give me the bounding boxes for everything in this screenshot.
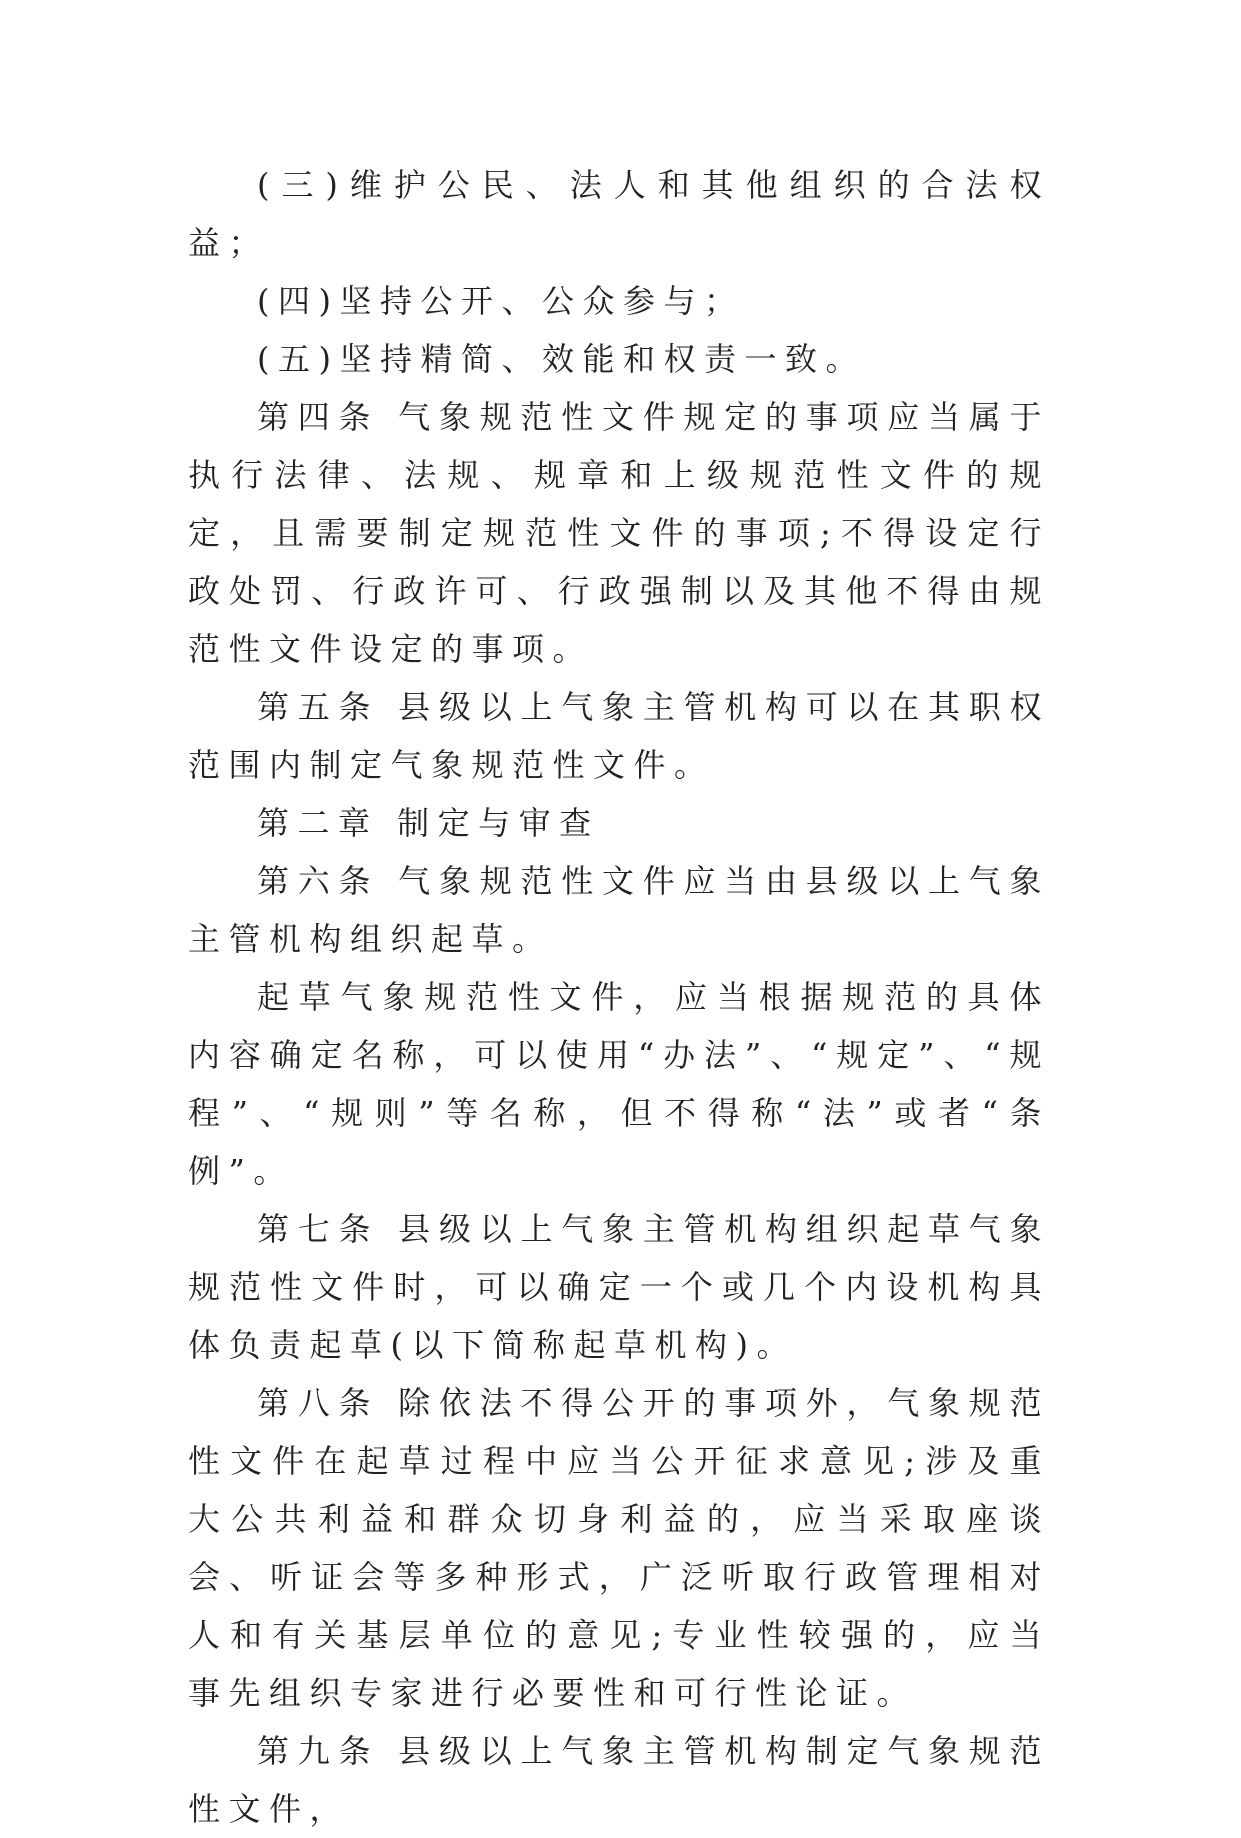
paragraph-item-4: (四)坚持公开、公众参与； <box>257 282 745 320</box>
article-6: 第六条 气象规范性文件应当由县级以上气象主管机构组织起草。 <box>188 862 1050 958</box>
article-5: 第五条 县级以上气象主管机构可以在其职权范围内制定气象规范性文件。 <box>188 688 1050 784</box>
article-6-paragraph-2: 起草气象规范性文件，应当根据规范的具体内容确定名称，可以使用“办法”、“规定”、“规程”、“规则”等名称，但不得称“法”或者“条例”。 <box>188 978 1050 1190</box>
article-9: 第九条 县级以上气象主管机构制定气象规范性文件， <box>188 1732 1050 1828</box>
article-7: 第七条 县级以上气象主管机构组织起草气象规范性文件时，可以确定一个或几个内设机构具体负责起草(以下简称起草机构)。 <box>188 1210 1050 1364</box>
paragraph-item-5: (五)坚持精简、效能和权责一致。 <box>257 340 866 378</box>
article-8: 第八条 除依法不得公开的事项外，气象规范性文件在起草过程中应当公开征求意见;涉及重大公共利益和群众切身利益的，应当采取座谈会、听证会等多种形式，广泛听取行政管理相对人和有关基层单位的意见;专业性较强的，应当事先组织专家进行必要性和可行性论证。 <box>188 1384 1050 1712</box>
document-body <box>188 156 1050 1838</box>
paragraph-item-3: (三)维护公民、法人和其他组织的合法权益； <box>188 166 1050 262</box>
article-4: 第四条 气象规范性文件规定的事项应当属于执行法律、法规、规章和上级规范性文件的规定，且需要制定规范性文件的事项;不得设定行政处罚、行政许可、行政强制以及其他不得由规范性文件设定的事项。 <box>188 398 1050 668</box>
chapter-2-heading: 第二章 制定与审查 <box>257 804 600 842</box>
